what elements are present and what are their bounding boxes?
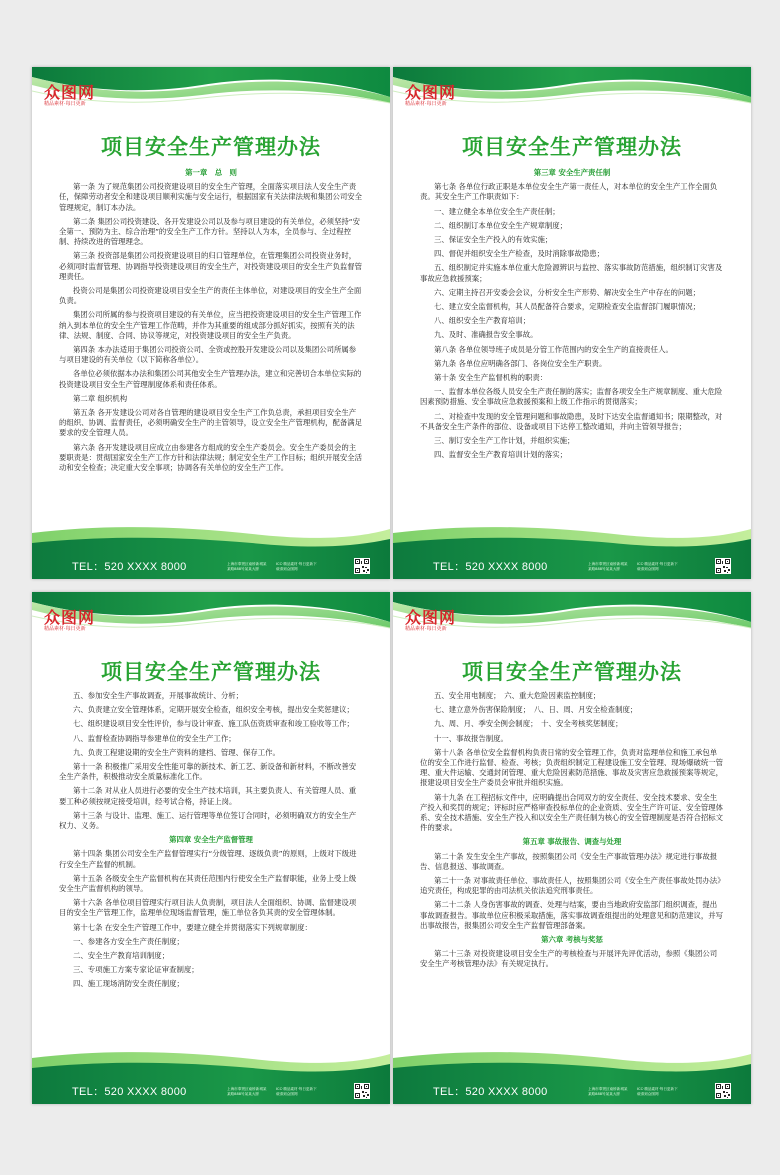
logo (405, 85, 456, 108)
article-paragraph: 第十六条 各单位项目管理实行项目法人负责制，项目法人全面组织、协调、监督建设项目的安全生产管理工作，监理单位现场监督管理，施工单位各负其责的安全管理体制。 (59, 898, 357, 918)
chapter-heading: 第三章 安全生产责任制 (533, 168, 611, 177)
article-paragraph: 二、安全生产教育培训制度； (73, 951, 170, 961)
poster-body (420, 166, 724, 464)
article-paragraph: 六、定期主持召开安委会会议，分析安全生产形势、解决安全生产中存在的问题； (434, 287, 701, 297)
article-paragraph: 第十条 安全生产监督机构的职责： (434, 373, 548, 383)
telephone: TEL：520 XXXX 8000 (433, 561, 548, 573)
article-paragraph: 四、施工现场消防安全责任制度； (73, 979, 184, 989)
article-paragraph: 第七条 各单位行政正职是本单位安全生产第一责任人，对本单位的安全生产工作全面负责。其安全生产工作职责如下： (420, 182, 718, 202)
poster-body (420, 691, 724, 974)
footer-info-note: ICC·精品素材·每日更新下载请到众图网 (637, 1087, 678, 1096)
article-paragraph: 投资公司是集团公司投资建设项目安全生产的责任主体单位，对建设项目的安全生产全面负责。 (59, 286, 362, 306)
article-paragraph: 五、安全用电制度； 六、重大危险因素监控制度； (434, 691, 601, 700)
poster-body (59, 166, 363, 477)
poster-2 (393, 67, 751, 579)
article-paragraph: 八、监督检查协调指导参建单位的安全生产工作； (73, 733, 236, 743)
qr-code-icon (354, 1083, 370, 1099)
logo-mark: 众图网 (44, 608, 96, 627)
article-paragraph: 第十四条 集团公司安全生产监督管理实行“分级管理、逐级负责”的原则，上级对下级进行安全生产监督的机制。 (59, 849, 357, 869)
qr-code-icon (715, 1083, 731, 1099)
article-paragraph: 一、建立健全本单位安全生产责任制； (434, 206, 560, 216)
article-paragraph: 二、对检查中发现的安全管理问题和事故隐患，及时下达安全监督通知书；限期整改，对不具备安全生产条件的部位、设备或项目下达停工整改通知，并向主管领导报告； (420, 411, 723, 431)
article-paragraph: 第二条 集团公司投资建设、各开发建设公司以及参与项目建设的有关单位，必须坚持“安全第一、预防为主、综合治理”的安全生产工作方针。坚持以人为本，全员参与、全过程控制、持续改进的管理理念。 (59, 216, 361, 247)
telephone: TEL：520 XXXX 8000 (72, 561, 187, 573)
chapter-heading: 第五章 事故报告、调查与处理 (522, 837, 622, 847)
chapter-heading: 第六章 考核与奖惩 (541, 935, 603, 945)
article-paragraph: 第九条 各单位应明确各部门、各岗位安全生产职责。 (434, 358, 607, 368)
article-paragraph: 第十七条 在安全生产管理工作中，要建立健全并贯彻落实下列规章制度： (73, 922, 312, 932)
logo-mark: 众图网 (405, 83, 457, 102)
logo-subtitle: 精品素材·每日更新 (44, 626, 86, 632)
article-paragraph: 第十五条 各级安全生产监督机构在其责任范围内行使安全生产监督职能，业务上受上级安全生产监督机构的领导。 (59, 873, 357, 894)
article-paragraph: 四、督促并组织安全生产检查，及时消除事故隐患； (434, 249, 604, 259)
article-paragraph: 第十九条 在工程招标文件中，应明确提出合同双方的安全责任、安全技术要求、安全生产投入和奖罚的规定；评标时应严格审查投标单位的企业资质、安全生产许可证、安全管理体系、安全技术措施、安全生产投入和以安全生产责任制为核心的安全管理制度是否符合招标文件的要求。 (420, 792, 724, 833)
article-paragraph: 第十三条 与设计、监理、施工、运行管理等单位签订合同时，必须明确双方的安全生产权力、义务。 (59, 810, 357, 831)
article-paragraph: 六、负责建立安全管理体系，定期开展安全检查，组织安全考核，提出安全奖惩建议； (73, 705, 354, 715)
article-paragraph: 二、组织制订本单位安全生产规章制度； (434, 220, 568, 230)
poster-title: 项目安全生产管理办法 (101, 135, 321, 159)
article-paragraph: 第五条 各开发建设公司对各自管理的建设项目安全生产工作负总责，承担项目安全生产的组织、协调、监督责任，必须明确安全生产的主管领导，设立安全生产管理机构，配备满足要求的安全管理人员。 (59, 408, 363, 438)
article-paragraph: 七、组织建设项目安全性评价，参与设计审查、施工队伍资质审查和竣工验收等工作； (73, 719, 354, 729)
logo-subtitle: 精品素材·每日更新 (405, 101, 447, 107)
qr-code-icon (715, 558, 731, 574)
article-paragraph: 第四条 本办法适用于集团公司投资公司、全资或控股开发建设公司以及集团公司所属参与项目建设的有关单位（以下简称各单位）。 (59, 345, 357, 365)
poster-3 (32, 592, 390, 1104)
article-paragraph: 五、参加安全生产事故调查，开展事故统计、分析； (73, 691, 243, 700)
article-paragraph: 第二十三条 对投资建设项目安全生产的考核检查与开展评先评优活动，参照《集团公司安全生产考核管理办法》有关规定执行。 (420, 949, 718, 969)
article-paragraph: 第三条 投资部是集团公司投资建设项目的归口管理单位，在管理集团公司投资业务时，必须同时监督管理、协调指导投资建设项目的安全生产，对投资建设项目的安全生产负监督管理责任。 (59, 251, 363, 281)
logo (405, 610, 456, 633)
footer-info-address: 上海市奉贤区南桥新城某某路888号某某大厦 (588, 1087, 628, 1096)
article-paragraph: 第六条 各开发建设项目应成立由参建各方组成的安全生产委员会。安全生产委员会的主要职责是：贯彻国家安全生产工作方针和法律法规；制定安全生产工作目标；组织开展安全活动和安全检查；决定重大安全事项；协调各有关单位的安全生产工作。 (59, 442, 363, 473)
article-paragraph: 三、专项施工方案专家论证审查制度； (73, 965, 199, 975)
telephone: TEL：520 XXXX 8000 (72, 1086, 187, 1098)
article-paragraph: 三、制订安全生产工作计划，并组织实施； (434, 436, 575, 446)
footer-info-note: ICC·精品素材·每日更新下载请到众图网 (276, 1087, 317, 1096)
logo-mark: 众图网 (405, 608, 457, 627)
article-paragraph: 第八条 各单位领导班子成员是分管工作范围内的安全生产的直接责任人。 (434, 344, 673, 354)
logo (44, 85, 95, 108)
poster-title: 项目安全生产管理办法 (101, 660, 321, 684)
footer-info-note: ICC·精品素材·每日更新下载请到众图网 (276, 562, 317, 571)
poster-1 (32, 67, 390, 579)
logo-subtitle: 精品素材·每日更新 (44, 101, 86, 107)
poster-title: 项目安全生产管理办法 (462, 660, 682, 684)
article-paragraph: 三、保证安全生产投入的有效实施； (434, 235, 553, 245)
article-paragraph: 四、监督安全生产教育培训计划的落实； (434, 450, 568, 460)
article-paragraph: 十一、事故报告制度。 (434, 733, 508, 743)
article-paragraph: 八、组织安全生产教育培训； (434, 316, 531, 326)
article-paragraph: 九、负责工程建设期的安全生产资料的建档、管理、保存工作。 (73, 747, 280, 757)
poster-4 (393, 592, 751, 1104)
article-paragraph: 九、及时、准确报告安全事故。 (434, 330, 538, 340)
article-paragraph: 七、建立意外伤害保险制度； 八、日、周、月安全检查制度； (434, 705, 638, 715)
article-paragraph: 第二十条 发生安全生产事故，按照集团公司《安全生产事故管理办法》规定进行事故报告、信息报送、事故调查。 (420, 851, 718, 871)
logo-subtitle: 精品素材·每日更新 (405, 626, 447, 632)
article-paragraph: 第一条 为了规范集团公司投资建设项目的安全生产管理，全面落实项目法人安全生产责任，保障劳动者安全和建设项目顺利实施与安全运行，根据国家有关法律法规和集团公司安全管理规定，制订本办法。 (59, 182, 363, 212)
article-paragraph: 第二十一条 对事故责任单位、事故责任人，按照集团公司《安全生产责任事故处罚办法》追究责任，构成犯罪的由司法机关依法追究刑事责任。 (420, 876, 721, 896)
footer-info-address: 上海市奉贤区南桥新城某某路888号某某大厦 (227, 1087, 267, 1096)
logo-mark: 众图网 (44, 83, 96, 102)
telephone: TEL：520 XXXX 8000 (433, 1086, 548, 1098)
article-paragraph: 第十一条 积极推广采用安全性能可靠的新技术、新工艺、新设备和新材料，不断改善安全生产条件，积极推动安全质量标准化工作。 (59, 762, 357, 782)
article-paragraph: 集团公司所属的参与投资项目建设的有关单位，应当把投资建设项目的安全生产管理工作纳入到本单位的安全生产管理工作范畴，并作为其重要的组成部分抓好抓实，按照有关的法律、法规、制度、合同、协议等规定，对投资建设项目的安全生产负责。 (59, 310, 362, 340)
footer-info-note: ICC·精品素材·每日更新下载请到众图网 (637, 562, 678, 571)
article-paragraph: 第二十二条 人身伤害事故的调查、处理与结案，要由当地政府安监部门组织调查，提出事故调查报告。事故单位应积极采取措施，落实事故调查组提出的处理意见和防范建议，并写出事故报告，报集团公司安全生产监督管理部备案。 (420, 900, 724, 930)
article-paragraph: 各单位必须依据本办法和集团公司其他安全生产管理办法，建立和完善切合本单位实际的投资建设项目安全生产管理制度体系和责任体系。 (59, 369, 362, 389)
footer-info-address: 上海市奉贤区南桥新城某某路888号某某大厦 (588, 562, 628, 571)
chapter-heading: 第一章 总 则 (185, 168, 237, 177)
article-paragraph: 七、建立安全监督机构，其人员配备符合要求，定期检查安全监督部门履职情况； (434, 302, 701, 312)
poster-title: 项目安全生产管理办法 (462, 135, 682, 159)
poster-body (59, 691, 363, 994)
article-paragraph: 第二章 组织机构 (73, 393, 128, 403)
article-paragraph: 九、周、月、季安全例会制度； 十、安全考核奖惩制度； (434, 719, 623, 729)
article-paragraph: 五、组织制定并实施本单位重大危险源辨识与监控、落实事故防范措施，组织制订灾害及事故应急救援预案； (420, 263, 723, 283)
article-paragraph: 一、参建各方安全生产责任制度； (73, 936, 184, 946)
qr-code-icon (354, 558, 370, 574)
logo (44, 610, 95, 633)
article-paragraph: 第十二条 对从业人员进行必要的安全生产技术培训，其主要负责人、有关管理人员、重要工种必须按规定接受培训，经考试合格，持证上岗。 (59, 786, 357, 806)
article-paragraph: 一、监督本单位各级人员安全生产责任制的落实；监督各项安全生产规章制度、重大危险因素预防措施、安全事故应急救援预案和上级工作指示的贯彻落实； (420, 387, 723, 407)
footer-info-address: 上海市奉贤区南桥新城某某路888号某某大厦 (227, 562, 267, 571)
article-paragraph: 第十八条 各单位安全监督机构负责日常的安全管理工作，负责对监理单位和施工承包单位的安全工作进行监督、检查、考核；负责组织制定工程建设施工安全管理、现场爆破统一管理、重大件运输、交通封闭管理、重大危险因素防范措施、事故及灾害应急救援预案等规定，报建设项目安全生产委员会审批并组织实施。 (420, 747, 724, 788)
chapter-heading: 第四章 安全生产监督管理 (169, 835, 253, 845)
